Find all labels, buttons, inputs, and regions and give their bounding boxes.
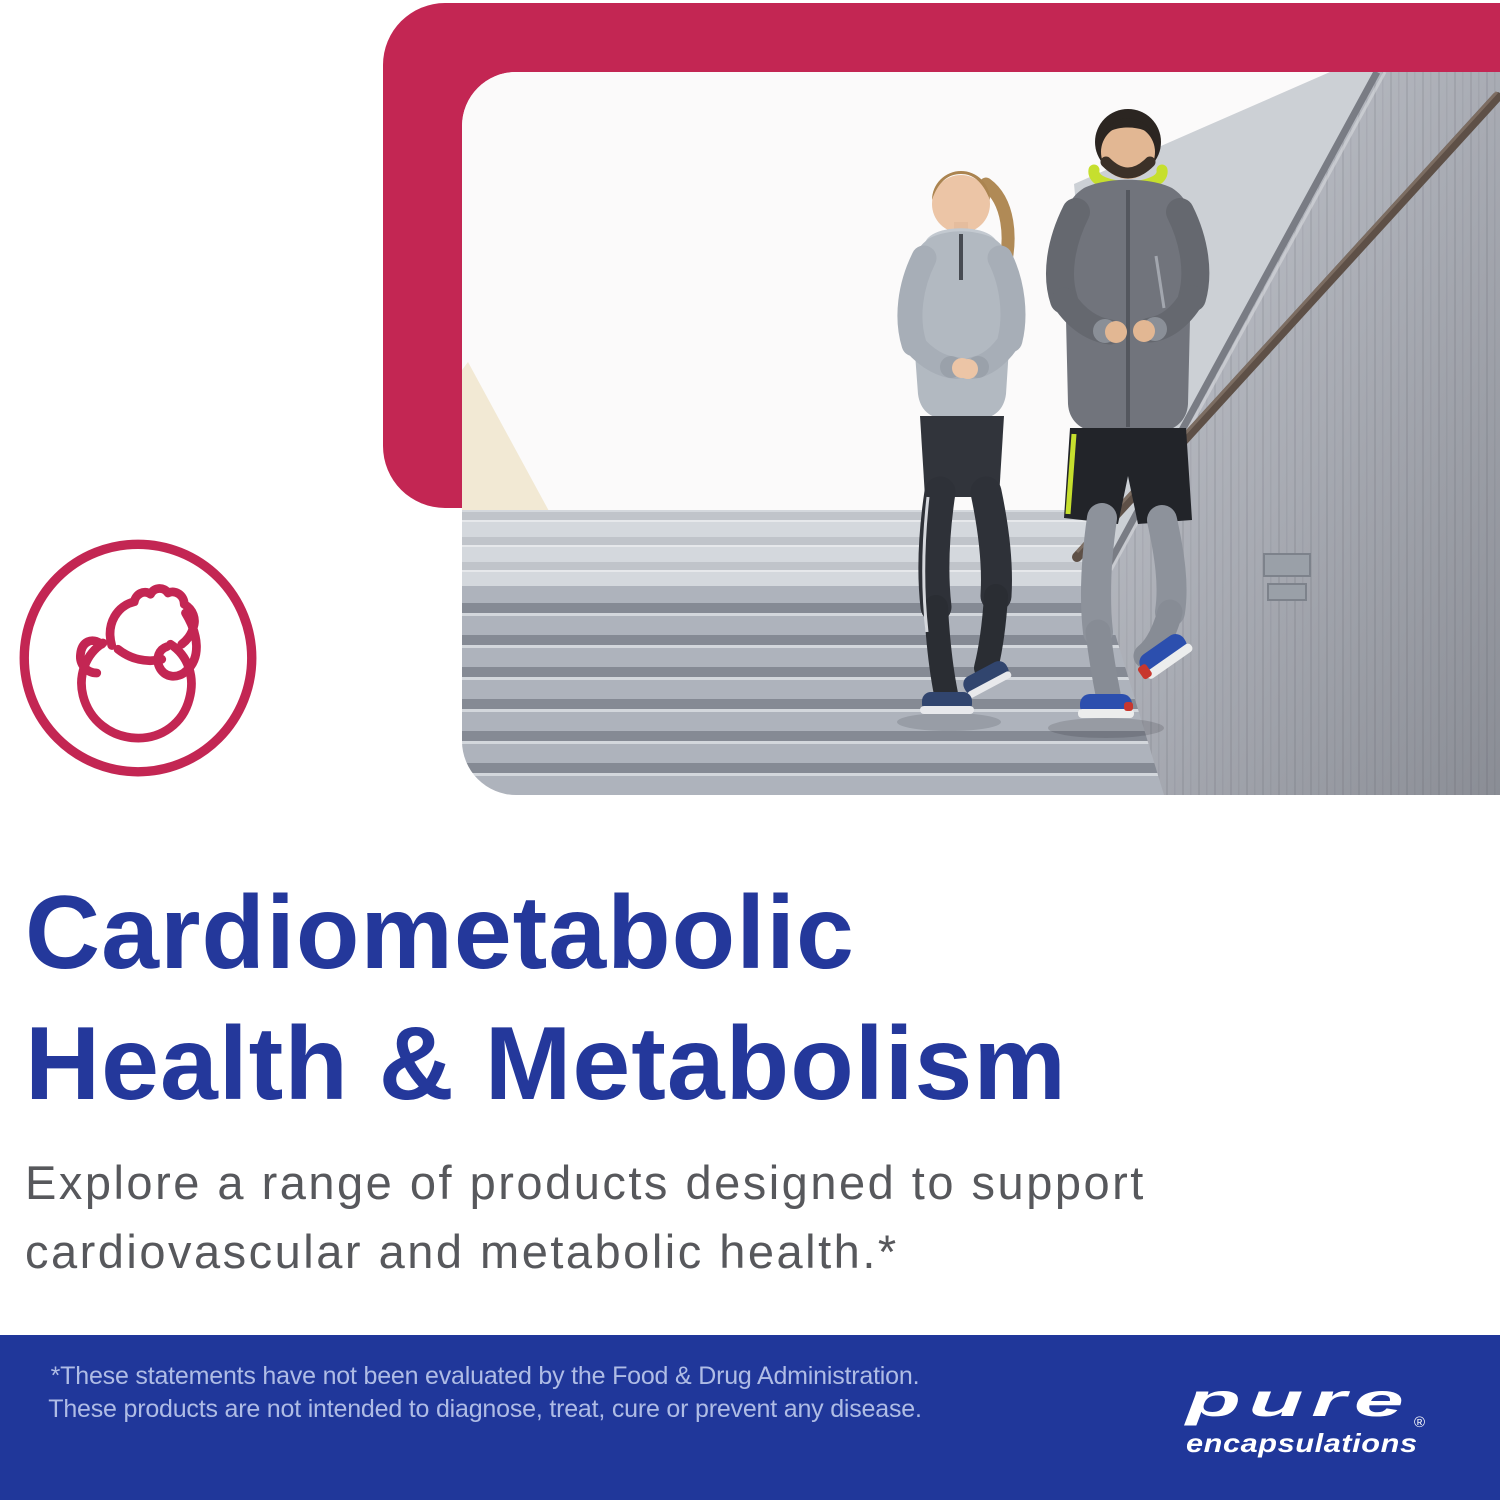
brand-word-encapsulations: encapsulations bbox=[1186, 1428, 1418, 1458]
hero-photo bbox=[462, 72, 1500, 795]
brand-logo bbox=[1186, 1374, 1446, 1458]
subtitle bbox=[25, 1148, 1146, 1286]
page-title-line2: Health & Metabolism bbox=[25, 1006, 1067, 1123]
jogging-couple-illustration bbox=[462, 72, 1500, 795]
page-title bbox=[25, 868, 1067, 1130]
brand-word-pure: pure bbox=[1186, 1374, 1412, 1426]
footer-bar bbox=[0, 1335, 1500, 1500]
heart-circle-badge bbox=[13, 533, 263, 783]
subtitle-line2: cardiovascular and metabolic health.* bbox=[25, 1225, 899, 1278]
fda-disclaimer-line1: *These statements have not been evaluated by the Food & Drug Administration. bbox=[50, 1362, 920, 1390]
fda-disclaimer bbox=[40, 1360, 930, 1426]
anatomical-heart-icon bbox=[13, 533, 263, 783]
registered-trademark-icon: ® bbox=[1414, 1414, 1426, 1431]
page-title-line1: Cardiometabolic bbox=[25, 875, 855, 991]
fda-disclaimer-line2: These products are not intended to diagnose, treat, cure or prevent any disease. bbox=[48, 1395, 922, 1423]
subtitle-line1: Explore a range of products designed to support bbox=[25, 1156, 1146, 1209]
